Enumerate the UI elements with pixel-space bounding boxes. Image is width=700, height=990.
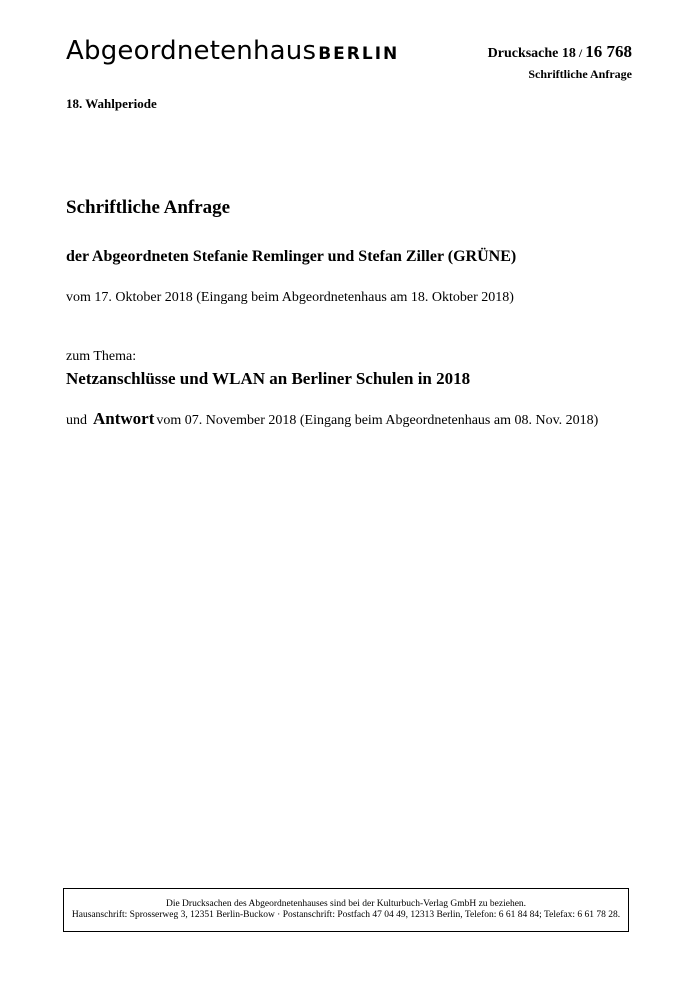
dates-line: vom 17. Oktober 2018 (Eingang beim Abgeordnetenhaus am 18. Oktober 2018) — [66, 290, 514, 305]
answer-word: Antwort — [93, 409, 155, 428]
document-type: Schriftliche Anfrage — [528, 67, 632, 81]
logo-main-text: Abgeordnetenhaus — [66, 36, 317, 66]
legislative-period: 18. Wahlperiode — [66, 96, 157, 111]
topic-label: zum Thema: — [66, 349, 137, 364]
page-title: Schriftliche Anfrage — [66, 197, 231, 218]
topic-title: Netzanschlüsse und WLAN an Berliner Schulen in 2018 — [66, 369, 471, 388]
answer-prefix: und — [66, 413, 87, 428]
footer-line-1: Die Drucksachen des Abgeordnetenhauses sind bei der Kulturbuch-Verlag GmbH zu beziehen. — [165, 899, 527, 909]
footer-line-2: Hausanschrift: Sprosserweg 3, 12351 Berlin-Buckow · Postanschrift: Postfach 47 04 49, 12313 Berlin, Telefon: 6 61 84 84; Telefax: 6 61 78 28. — [71, 910, 621, 920]
drucksache-label: Drucksache 18 — [487, 46, 576, 61]
authors-line: der Abgeordneten Stefanie Remlinger und Stefan Ziller (GRÜNE) — [66, 248, 517, 265]
logo-city-text: BERLIN — [318, 44, 400, 64]
footer-box — [63, 888, 629, 932]
parliament-logo — [66, 36, 399, 66]
answer-line — [66, 409, 598, 429]
answer-dates: vom 07. November 2018 (Eingang beim Abgeordnetenhaus am 08. Nov. 2018) — [156, 413, 599, 428]
drucksache-value: 16 768 — [585, 42, 632, 61]
drucksache-separator: / — [575, 46, 586, 60]
drucksache-number — [488, 42, 632, 62]
